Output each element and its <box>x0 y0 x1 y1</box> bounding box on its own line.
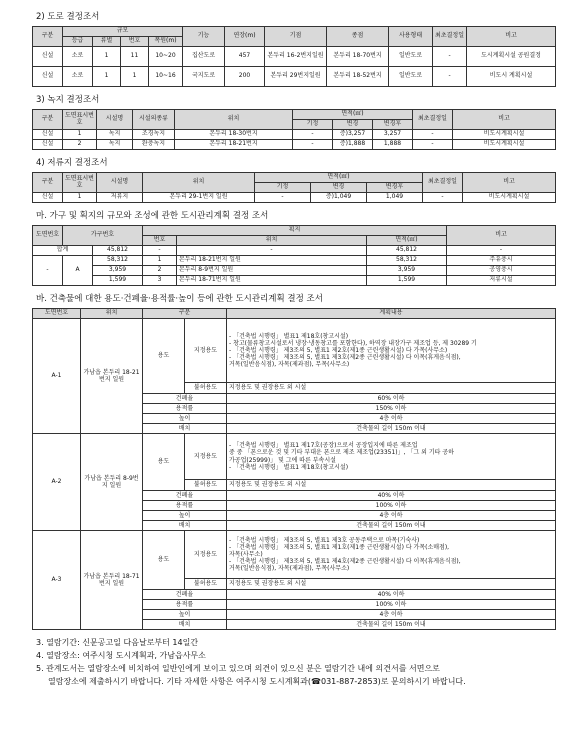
zone-use: 용도 <box>143 531 185 590</box>
zone-ht-label: 높이 <box>143 610 227 620</box>
zone-allow-text: - 「건축법 시행령」 별표1 제17호(공장)으로서 공장입지에 따른 제조업 중 중 「폰으로운 것 및 기타 부대운 폰으로 제조 제조업(23351)」, 「그 외 기타 공하 가공업(25999)」 및 그에 따른 부속시설 - 「건축법 시행령」 별표1 제18호(창고시설) <box>227 434 556 480</box>
green-h-first: 최초결정일 <box>413 110 453 130</box>
cell: 본두리 18-30번지 <box>175 130 293 140</box>
cell: 1 <box>143 256 177 266</box>
cell: - <box>143 246 177 256</box>
cell: 457 <box>225 47 265 67</box>
cell: 1 <box>63 130 97 140</box>
cell: 증)1,888 <box>333 140 373 150</box>
cell: 저류시설 <box>447 276 556 286</box>
cell: 본두리 18-21번지 <box>175 140 293 150</box>
green-h-note: 비고 <box>453 110 556 130</box>
cell: 증)3,257 <box>333 130 373 140</box>
district-h-lot: 획지 <box>143 226 447 236</box>
cell: 본두리 18-71번지 일원 <box>177 276 367 286</box>
zone-ht: 4층 이하 <box>227 414 556 424</box>
district-h-block: 가구번호 <box>63 226 143 246</box>
bldg-h-plan: 계획내용 <box>227 309 556 319</box>
cell: 3,257 <box>373 130 413 140</box>
district-section-title: 마. 가구 및 획지의 규모와 조성에 관한 도시관리계획 결정 조서 <box>36 211 269 221</box>
cell: 신설 <box>33 193 63 203</box>
cell: 3 <box>143 276 177 286</box>
pond-table <box>32 172 556 203</box>
cell: 본두리 18-70번지 <box>327 47 389 67</box>
green-h-kind: 시설의종류 <box>133 110 175 130</box>
cell: 본두리 16-2번지일원 <box>265 47 327 67</box>
green-sub-after: 변경후 <box>373 120 413 130</box>
zone-ban-label: 불허용도 <box>185 383 227 394</box>
zone-far: 100% 이하 <box>227 501 556 511</box>
table-row <box>33 47 556 67</box>
zone-arr-label: 배치 <box>143 620 227 630</box>
cell: 1 <box>93 67 121 87</box>
road-h-function: 기능 <box>183 27 225 47</box>
cell: 비도시계획시설 <box>453 140 556 150</box>
cell: 신설 <box>33 140 63 150</box>
table-row <box>33 193 556 203</box>
green-h-area: 면적(㎡) <box>293 110 413 120</box>
zone-ban-text: 지정용도 및 권장용도 외 시설 <box>227 579 556 590</box>
road-h-end: 종점 <box>327 27 389 47</box>
zone-bcr: 40% 이하 <box>227 590 556 600</box>
green-section-title: 3) 녹지 결정조서 <box>36 95 100 105</box>
cell: 58,312 <box>93 256 143 266</box>
zone-ban-text: 지정용도 및 권장용도 외 시설 <box>227 480 556 491</box>
zone-loc: 가남읍 본두리 8-9번지 일원 <box>81 434 143 531</box>
zone-no: A-1 <box>33 319 81 434</box>
pond-h-mapno: 도면표시번호 <box>63 173 97 193</box>
zone-far: 100% 이하 <box>227 600 556 610</box>
table-row-total <box>33 246 556 256</box>
green-h-name: 시설명 <box>97 110 133 130</box>
cell: 저류지 <box>97 193 143 203</box>
cell: 집산도로 <box>183 47 225 67</box>
pond-sub-change: 변경 <box>311 183 367 193</box>
note-place: 4. 열람장소: 여주시청 도시계획과, 가남읍사무소 <box>36 651 206 660</box>
zone-allow-label: 지정용도 <box>185 434 227 480</box>
district-sub-loc: 위치 <box>177 236 367 246</box>
zone-allow-label: 지정용도 <box>185 531 227 579</box>
road-table <box>32 26 556 87</box>
road-h-scale: 규모 <box>63 27 183 37</box>
green-sub-before: 기정 <box>293 120 333 130</box>
zone-ht-label: 높이 <box>143 414 227 424</box>
building-section-title: 바. 건축물에 대한 용도·건폐율·용적률·높이 등에 관한 도시관리계획 결정 조서 <box>36 294 323 304</box>
zone-ban-text: 지정용도 및 권장용도 외 시설 <box>227 383 556 394</box>
cell: - <box>293 140 333 150</box>
cell: - <box>293 130 333 140</box>
note-docs-cont: 열람장소에 제출하시기 바랍니다. 기타 자세한 사항은 여주시청 도시계획과(☎031-887-2853)로 문의하시기 바랍니다. <box>48 677 466 686</box>
cell: - <box>433 47 467 67</box>
cell: 10~16 <box>149 67 183 87</box>
pond-h-note: 비고 <box>463 173 556 193</box>
zone-allow-text: - 「건축법 시행령」 별표1 제18호(창고시설) - 창고(물류창고시설로서 냉장·냉동창고를 포함한다), 하역장 내장가구 제조업 등, 제 30289 기 - 「건축법 시행령」 제3조의 5, 별표1 제2호(제1종 근린생활시설) 다 가목(사무소) - 「건축법 시행령」 제3조의 5, 별표1 제3호(제2종 근린생활시설) 다 이목(휴게음식점), 거목(일반음식점), 자목(제과점), 무목(사무소) <box>227 319 556 383</box>
zone-loc: 가남읍 본두리 18-71번지 일원 <box>81 531 143 630</box>
table-row <box>33 319 556 383</box>
zone-note: 건축물의 길이 150m 이내 <box>227 521 556 531</box>
zone-use: 용도 <box>143 319 185 394</box>
cell: 신설 <box>33 67 63 87</box>
cell: 2 <box>63 140 97 150</box>
pond-h-loc: 위치 <box>143 173 255 193</box>
zone-arr-label: 배치 <box>143 521 227 531</box>
green-sub-change: 변경 <box>333 120 373 130</box>
road-section-title: 2) 도로 결정조서 <box>36 12 100 22</box>
zone-bcr: 40% 이하 <box>227 491 556 501</box>
cell: 본두리 18-21번지 일원 <box>177 256 367 266</box>
cell: 1,599 <box>93 276 143 286</box>
road-sub-width: 폭원(m) <box>149 37 183 47</box>
zone-far: 150% 이하 <box>227 404 556 414</box>
bldg-h-type: 구분 <box>143 309 227 319</box>
pond-h-name: 시설명 <box>97 173 143 193</box>
cell: 신설 <box>33 130 63 140</box>
cell: - <box>413 130 453 140</box>
zone-far-label: 용적률 <box>143 600 227 610</box>
cell: 3,959 <box>93 266 143 276</box>
cell: 녹지 <box>97 130 133 140</box>
zone-loc: 가남읍 본두리 18-21번지 일원 <box>81 319 143 434</box>
note-period: 3. 열람기간: 신문공고일 다음날로부터 14일간 <box>36 638 199 647</box>
cell: 소로 <box>63 47 93 67</box>
cell: 조경녹지 <box>133 130 175 140</box>
zone-no: A-3 <box>33 531 81 630</box>
bldg-h-loc: 위치 <box>81 309 143 319</box>
zone-ht-label: 높이 <box>143 511 227 521</box>
zone-bcr-label: 건폐율 <box>143 590 227 600</box>
zone-note: 건축물의 길이 150m 이내 <box>227 620 556 630</box>
cell: 증)1,049 <box>311 193 367 203</box>
road-sub-no: 번호 <box>121 37 149 47</box>
table-row <box>33 140 556 150</box>
table-row <box>33 256 556 266</box>
cell: 1 <box>63 193 97 203</box>
pond-h-area: 면적(㎡) <box>255 173 423 183</box>
pond-sub-before: 기정 <box>255 183 311 193</box>
cell: - <box>447 246 556 256</box>
green-h-mapno: 도면표시번호 <box>63 110 97 130</box>
pond-h-type: 구분 <box>33 173 63 193</box>
cell: 1,888 <box>373 140 413 150</box>
green-table <box>32 109 556 150</box>
cell: 1 <box>121 67 149 87</box>
district-h-note: 비고 <box>447 226 556 246</box>
cell: 1 <box>93 47 121 67</box>
cell: 비도시 계획시설 <box>467 67 556 87</box>
table-row <box>33 434 556 480</box>
cell: - <box>33 256 63 286</box>
table-row <box>33 67 556 87</box>
zone-far-label: 용적률 <box>143 501 227 511</box>
zone-bcr: 60% 이하 <box>227 394 556 404</box>
note-docs: 5. 관계도서는 열람장소에 비치하여 일반인에게 보이고 있으며 의견이 있으신 분은 열람기간 내에 의견서를 서면으로 <box>36 664 440 673</box>
building-table <box>32 308 556 630</box>
cell: 비도시계획시설 <box>463 193 556 203</box>
cell: 주유충시 <box>447 256 556 266</box>
cell: 2 <box>143 266 177 276</box>
district-sub-no: 번호 <box>143 236 177 246</box>
table-row <box>33 130 556 140</box>
cell: 200 <box>225 67 265 87</box>
cell: 도시계획시설 공원결정 <box>467 47 556 67</box>
zone-arr-label: 배치 <box>143 424 227 434</box>
zone-ban-label: 불허용도 <box>185 579 227 590</box>
road-h-length: 연장(m) <box>225 27 265 47</box>
zone-bcr-label: 건폐율 <box>143 394 227 404</box>
cell: 일반도로 <box>389 47 433 67</box>
cell: 합계 <box>33 246 93 256</box>
road-h-note: 비고 <box>467 27 556 47</box>
pond-h-first: 최초결정일 <box>423 173 463 193</box>
road-sub-grade: 등급 <box>63 37 93 47</box>
zone-bcr-label: 건폐율 <box>143 491 227 501</box>
pond-section-title: 4) 저류지 결정조서 <box>36 158 108 168</box>
cell: 국지도로 <box>183 67 225 87</box>
zone-ht: 4층 이하 <box>227 511 556 521</box>
cell: - <box>413 140 453 150</box>
district-h-mapno: 도면번호 <box>33 226 63 246</box>
cell: - <box>177 246 367 256</box>
notes <box>32 636 556 688</box>
cell: 완충녹지 <box>133 140 175 150</box>
zone-allow-text: - 「건축법 시행령」 제3조의 5, 별표1 제3호 공동주택으로 마목(기숙사) - 「건축법 시행령」 제3조의 5, 별표1 제1호(제1종 근린생활시설) 다 가목(소매점), 자목(사무소) - 「건축법 시행령」 제3조의 5, 별표1 제4호(제2종 근린생활시설) 다 이목(휴게음식점), 거목(일반음식점), 자목(제과점), 무목(사무소) <box>227 531 556 579</box>
cell: 공영충시 <box>447 266 556 276</box>
table-row <box>33 266 556 276</box>
cell: 비도시계획시설 <box>453 130 556 140</box>
cell: 45,812 <box>93 246 143 256</box>
district-sub-area: 면적(㎡) <box>367 236 447 246</box>
cell: - <box>423 193 463 203</box>
table-row <box>33 531 556 579</box>
cell: 45,812 <box>367 246 447 256</box>
cell: 소로 <box>63 67 93 87</box>
zone-ht: 4층 이하 <box>227 610 556 620</box>
district-table <box>32 225 556 286</box>
cell: 일반도로 <box>389 67 433 87</box>
road-h-usage: 사용형태 <box>389 27 433 47</box>
bldg-h-mapno: 도면번호 <box>33 309 81 319</box>
cell: 본두리 29번지일원 <box>265 67 327 87</box>
cell: 11 <box>121 47 149 67</box>
zone-note: 건축물의 길이 150m 이내 <box>227 424 556 434</box>
road-h-start: 기점 <box>265 27 327 47</box>
cell: 3,959 <box>367 266 447 276</box>
cell: 본두리 8-9번지 일원 <box>177 266 367 276</box>
zone-use: 용도 <box>143 434 185 491</box>
cell: - <box>433 67 467 87</box>
road-h-type: 구분 <box>33 27 63 47</box>
cell: 58,312 <box>367 256 447 266</box>
cell: 10~20 <box>149 47 183 67</box>
cell: 1,599 <box>367 276 447 286</box>
green-h-type: 구분 <box>33 110 63 130</box>
cell: 1,049 <box>367 193 423 203</box>
green-h-loc: 위치 <box>175 110 293 130</box>
cell: A <box>63 256 93 286</box>
cell: 신설 <box>33 47 63 67</box>
pond-sub-after: 변경후 <box>367 183 423 193</box>
zone-ban-label: 불허용도 <box>185 480 227 491</box>
cell: 녹지 <box>97 140 133 150</box>
zone-no: A-2 <box>33 434 81 531</box>
cell: - <box>255 193 311 203</box>
zone-far-label: 용적률 <box>143 404 227 414</box>
cell: 본두리 29-1번지 일원 <box>143 193 255 203</box>
road-h-first: 최초결정일 <box>433 27 467 47</box>
table-row <box>33 276 556 286</box>
road-sub-class: 류별 <box>93 37 121 47</box>
zone-allow-label: 지정용도 <box>185 319 227 383</box>
cell: 본두리 18-52번지 <box>327 67 389 87</box>
